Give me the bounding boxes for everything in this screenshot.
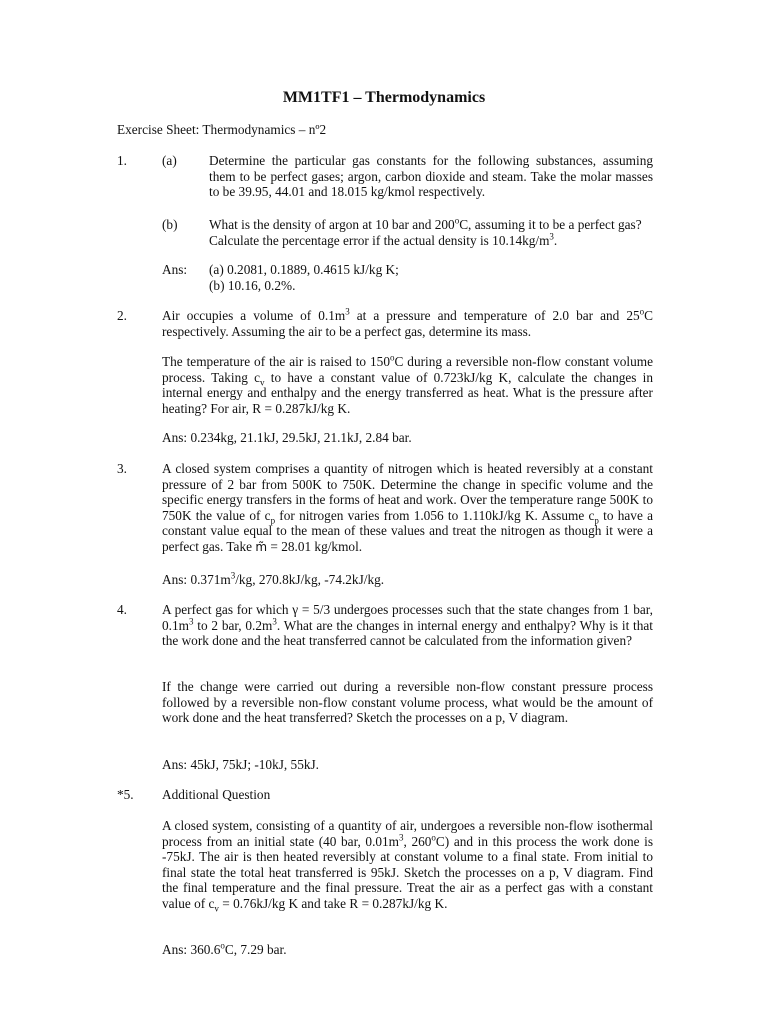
text-run: /kg, 270.8kJ/kg, -74.2kJ/kg. [235,572,385,587]
page-title: MM1TF1 – Thermodynamics [282,89,486,106]
paragraph [162,308,653,339]
text-run: . What are the changes in internal energy and enthalpy? Why is it that the work done and the heat transferred cannot be calculated from the information given? [162,617,653,649]
text-run: What is the density of argon at 10 bar and 200 [209,217,455,232]
superscript: o [389,352,395,363]
text-run: C respectively. Assuming the air to be a perfect gas, determine its mass. [162,308,653,339]
question-number: 3. [117,461,127,476]
text-run: to have a constant value equal to the mean of these values and treat the nitrogen as though it were a perfect gas. Take [162,507,653,554]
answer [162,572,653,588]
superscript: 3 [399,832,404,843]
answer-label: Ans: [162,262,188,277]
answer-lines [209,262,399,293]
subscript: p [270,515,276,526]
text-run: Ans: 360.6 [162,942,221,957]
text-run: C during a reversible non-flow constant volume process. Taking c [162,354,654,385]
page-subtitle: Exercise Sheet: Thermodynamics – nº2 [117,122,327,137]
text-run: Ans: 0.371m [162,572,231,587]
paragraph: If the change were carried out during a reversible non-flow constant pressure process followed by a reversible non-flow constant volume process, what would be the amount of work done and the heat transferred? Sketch the processes on a p, V diagram. [162,679,653,726]
paragraph [162,602,653,649]
superscript: o [639,306,645,317]
superscript: o [431,832,436,843]
part-letter: (b) [162,217,178,232]
text-run: A closed system comprises a quantity of nitrogen which is heated reversibly at a constant pressure of 2 bar from 500K to 750K. Determine the change in specific volume and the specific energy transfers in the forms of heat and work. Over the temperature range 500K to 750K the value of c [162,461,653,523]
part-text: Determine the particular gas constants for the following substances, assuming them to be perfect gases; argon, carbon dioxide and steam. Take the molar masses to be 39.95, 44.01 and 18.015 kg/kmol respectively. [209,153,653,200]
answer-line: (b) 10.16, 0.2%. [209,277,296,293]
superscript: 3 [345,306,350,317]
text-run: Air occupies a volume of 0.1m [162,308,346,323]
superscript: o [454,215,460,226]
superscript: 3 [188,616,194,627]
text-run: C, 7.29 bar. [224,942,287,957]
answer [162,942,653,958]
text-run: C, assuming it to be a perfect gas? Calculate the percentage error if the actual density is 10.14kg/m [209,217,642,248]
answer-line: (a) 0.2081, 0.1889, 0.4615 kJ/kg K; [209,262,399,277]
part-text [209,217,653,248]
text-run: = 28.01 kg/kmol. [267,538,363,554]
subscript: v [214,903,219,914]
text-run: C) and in this process the work done is -75kJ. The air is then heated reversibly at constant volume to a final state. From initial to final state the total heat transferred is 95kJ. Sketch the processes on a p, V diagram. Find the final temperature and the final pressure. Treat the air as a perfect gas with a constant value of c [162,833,654,911]
text-run: to have a constant value of 0.723kJ/kg K, calculate the changes in internal energy and enthalpy and the energy transferred as heat. What is the pressure after heating? For air, R = 0.287kJ/kg K. [162,369,654,416]
answer: Ans: 45kJ, 75kJ; -10kJ, 55kJ. [162,757,319,772]
question-number: *5. [117,787,134,802]
paragraph [162,461,653,556]
text-run: to 2 bar, 0.2m [193,617,273,633]
superscript: o [220,940,225,951]
subscript: v [260,377,265,388]
text-run: The temperature of the air is raised to 150 [162,354,390,369]
part-letter: (a) [162,153,177,168]
text-run: at a pressure and temperature of 2.0 bar and 25 [349,308,640,323]
paragraph [162,354,653,416]
question-number: 1. [117,153,127,168]
text-run: , 260 [403,833,432,849]
molar-mass-symbol: m̃ [255,539,268,554]
text-run: . [553,232,558,248]
question-number: 2. [117,308,127,323]
superscript: 3 [272,616,277,627]
superscript: 3 [549,231,554,242]
paragraph [162,818,653,912]
text-run: A closed system, consisting of a quantity of air, undergoes a reversible non-flow isothermal process from an initial state (40 bar, 0.01m [162,818,653,849]
text-run: = 0.76kJ/kg K and take R = 0.287kJ/kg K. [218,895,448,911]
text-run: for nitrogen varies from 1.056 to 1.110kJ/kg K. Assume c [275,507,595,523]
question-heading: Additional Question [162,787,271,802]
text-run: A perfect gas for which γ = 5/3 undergoes processes such that the state changes from 1 bar, 0.1m [162,602,653,633]
question-number: 4. [117,602,127,617]
superscript: 3 [230,570,236,581]
answer: Ans: 0.234kg, 21.1kJ, 29.5kJ, 21.1kJ, 2.84 bar. [162,430,412,445]
subscript: p [594,515,599,526]
